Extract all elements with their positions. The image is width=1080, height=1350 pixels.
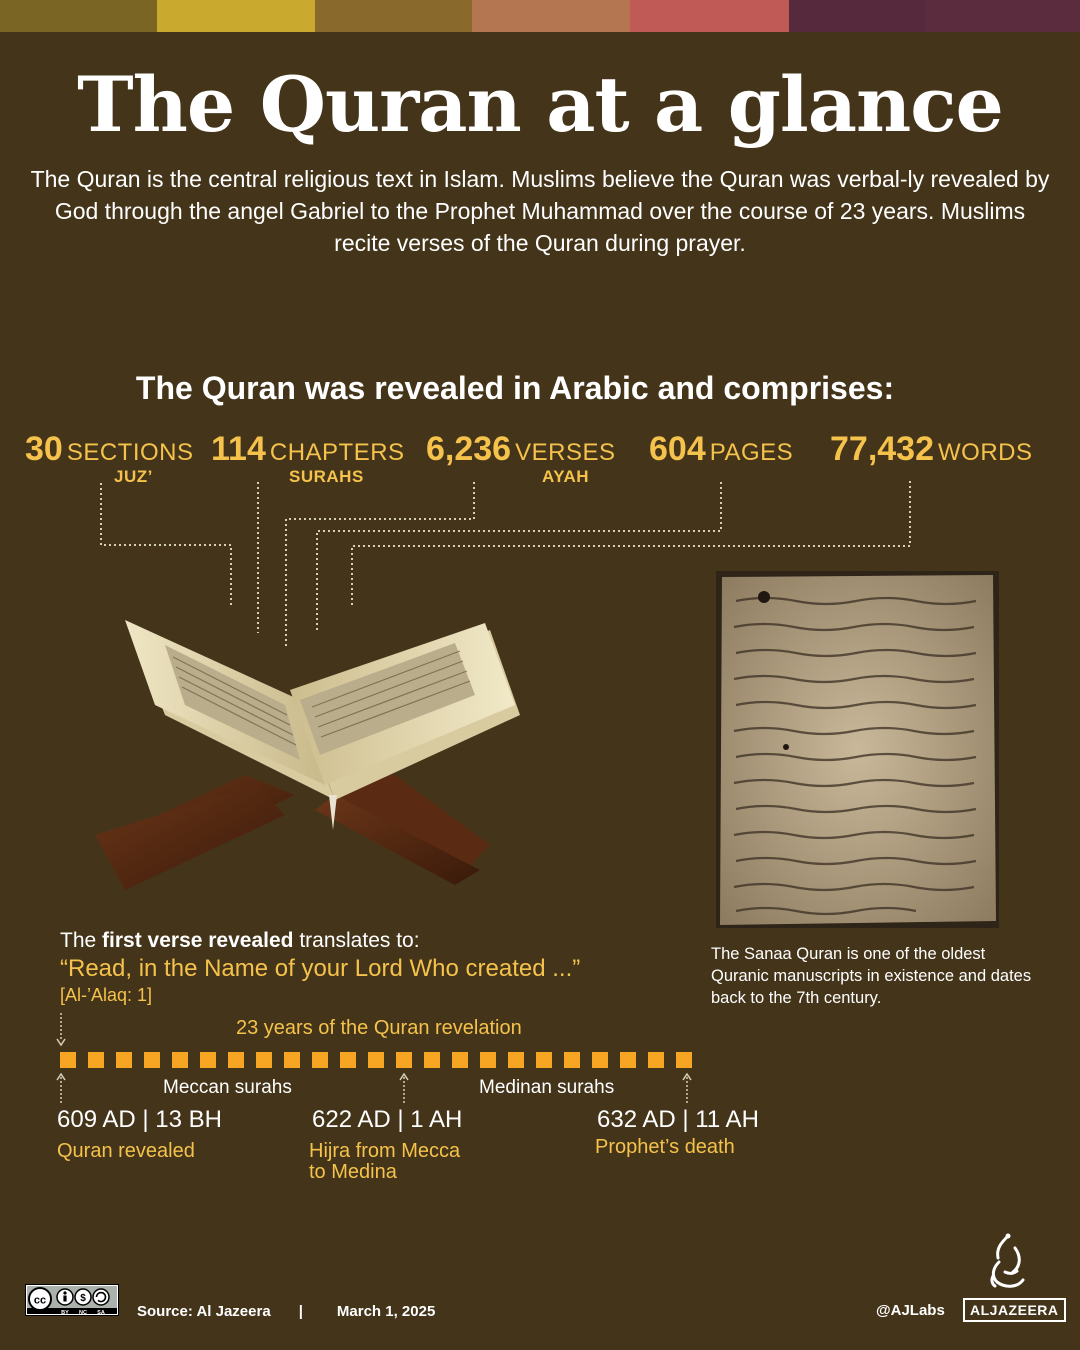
first-verse-reference: [Al-’Alaq: 1] (60, 985, 153, 1005)
event-date-622: 622 AD | 1 AH (312, 1106, 463, 1133)
timeline-year-square (60, 1052, 76, 1068)
stat-unit: WORDS (938, 439, 1033, 466)
svg-text:BY: BY (61, 1310, 69, 1316)
stat-sub-ayah: AYAH (542, 467, 590, 486)
footer-source-line (137, 1303, 435, 1320)
timeline-year-square (396, 1052, 412, 1068)
verse-intro-bold: first verse revealed (102, 929, 294, 952)
footer-source: Source: Al Jazeera (137, 1303, 271, 1320)
timeline-year-square (592, 1052, 608, 1068)
sanaa-manuscript-image (716, 571, 999, 928)
event-date-609: 609 AD | 13 BH (57, 1106, 222, 1133)
timeline-year-square (312, 1052, 328, 1068)
comprises-heading: The Quran was revealed in Arabic and comprises: (135, 370, 895, 406)
stat-number: 30 (25, 430, 63, 468)
svg-text:NC: NC (79, 1310, 87, 1316)
timeline-year-square (256, 1052, 272, 1068)
stat-number: 604 (649, 430, 706, 468)
al-jazeera-wordmark: ALJAZEERA (963, 1298, 1066, 1322)
stat-unit: CHAPTERS (269, 439, 405, 466)
timeline-arrow-622-icon (398, 1073, 410, 1103)
event-label-622-line2: to Medina (309, 1161, 397, 1183)
timeline-title: 23 years of the Quran revelation (236, 1017, 522, 1039)
verse-intro-suffix: translates to: (293, 929, 420, 952)
timeline-year-square (340, 1052, 356, 1068)
timeline-year-squares (60, 1052, 692, 1068)
event-label-632: Prophet’s death (595, 1136, 735, 1158)
svg-text:cc: cc (33, 1294, 47, 1307)
timeline-year-square (648, 1052, 664, 1068)
open-quran-book-image (95, 615, 535, 915)
timeline-arrow-609-icon (55, 1073, 67, 1103)
manuscript-caption: The Sanaa Quran is one of the oldest Quranic manuscripts in existence and dates back to the 7th century. (711, 945, 1032, 1007)
timeline-year-square (368, 1052, 384, 1068)
stat-sub-surahs: SURAHS (289, 467, 364, 486)
stat-unit: VERSES (515, 439, 616, 466)
footer-separator: | (298, 1303, 303, 1320)
al-jazeera-logo-icon (985, 1232, 1031, 1292)
timeline-year-square (228, 1052, 244, 1068)
timeline-year-square (116, 1052, 132, 1068)
era-meccan: Meccan surahs (163, 1077, 292, 1098)
first-verse-intro (60, 929, 420, 953)
stat-unit: PAGES (709, 439, 794, 466)
page-title: The Quran at a glance (77, 60, 1003, 149)
timeline-year-square (284, 1052, 300, 1068)
stat-sub-juz: JUZ’ (114, 467, 153, 486)
era-medinan: Medinan surahs (479, 1077, 615, 1098)
verse-pointer-arrow-icon (55, 1013, 67, 1049)
timeline-year-square (676, 1052, 692, 1068)
timeline-year-square (480, 1052, 496, 1068)
event-date-632: 632 AD | 11 AH (597, 1106, 759, 1133)
stat-number: 77,432 (830, 430, 934, 468)
event-label-622: Hijra from Mecca (309, 1140, 461, 1162)
svg-text:$: $ (80, 1293, 86, 1304)
timeline-year-square (508, 1052, 524, 1068)
timeline-year-square (172, 1052, 188, 1068)
event-label-609: Quran revealed (57, 1140, 195, 1162)
timeline-year-square (564, 1052, 580, 1068)
first-verse-quote: “Read, in the Name of your Lord Who created ...” (60, 955, 581, 982)
stat-number: 114 (211, 430, 266, 468)
verse-intro-prefix: The (60, 929, 103, 952)
stat-number: 6,236 (426, 430, 512, 468)
timeline-year-square (620, 1052, 636, 1068)
timeline-arrow-632-icon (681, 1073, 693, 1103)
stat-unit: SECTIONS (66, 439, 194, 466)
timeline-year-square (200, 1052, 216, 1068)
svg-text:SA: SA (97, 1310, 105, 1316)
footer-handle: @AJLabs (876, 1302, 945, 1319)
intro-paragraph: The Quran is the central religious text in Islam. Muslims believe the Quran was verbal-ly revealed by God through the angel Gabriel to the Prophet Muhammad over the course of 23 years. Muslims recite verses of the Quran during prayer. (30, 166, 1050, 256)
footer-date: March 1, 2025 (336, 1303, 436, 1320)
timeline-year-square (424, 1052, 440, 1068)
timeline-year-square (88, 1052, 104, 1068)
timeline-year-square (452, 1052, 468, 1068)
cc-by-nc-sa-icon (25, 1284, 119, 1316)
timeline-year-square (536, 1052, 552, 1068)
timeline-year-square (144, 1052, 160, 1068)
